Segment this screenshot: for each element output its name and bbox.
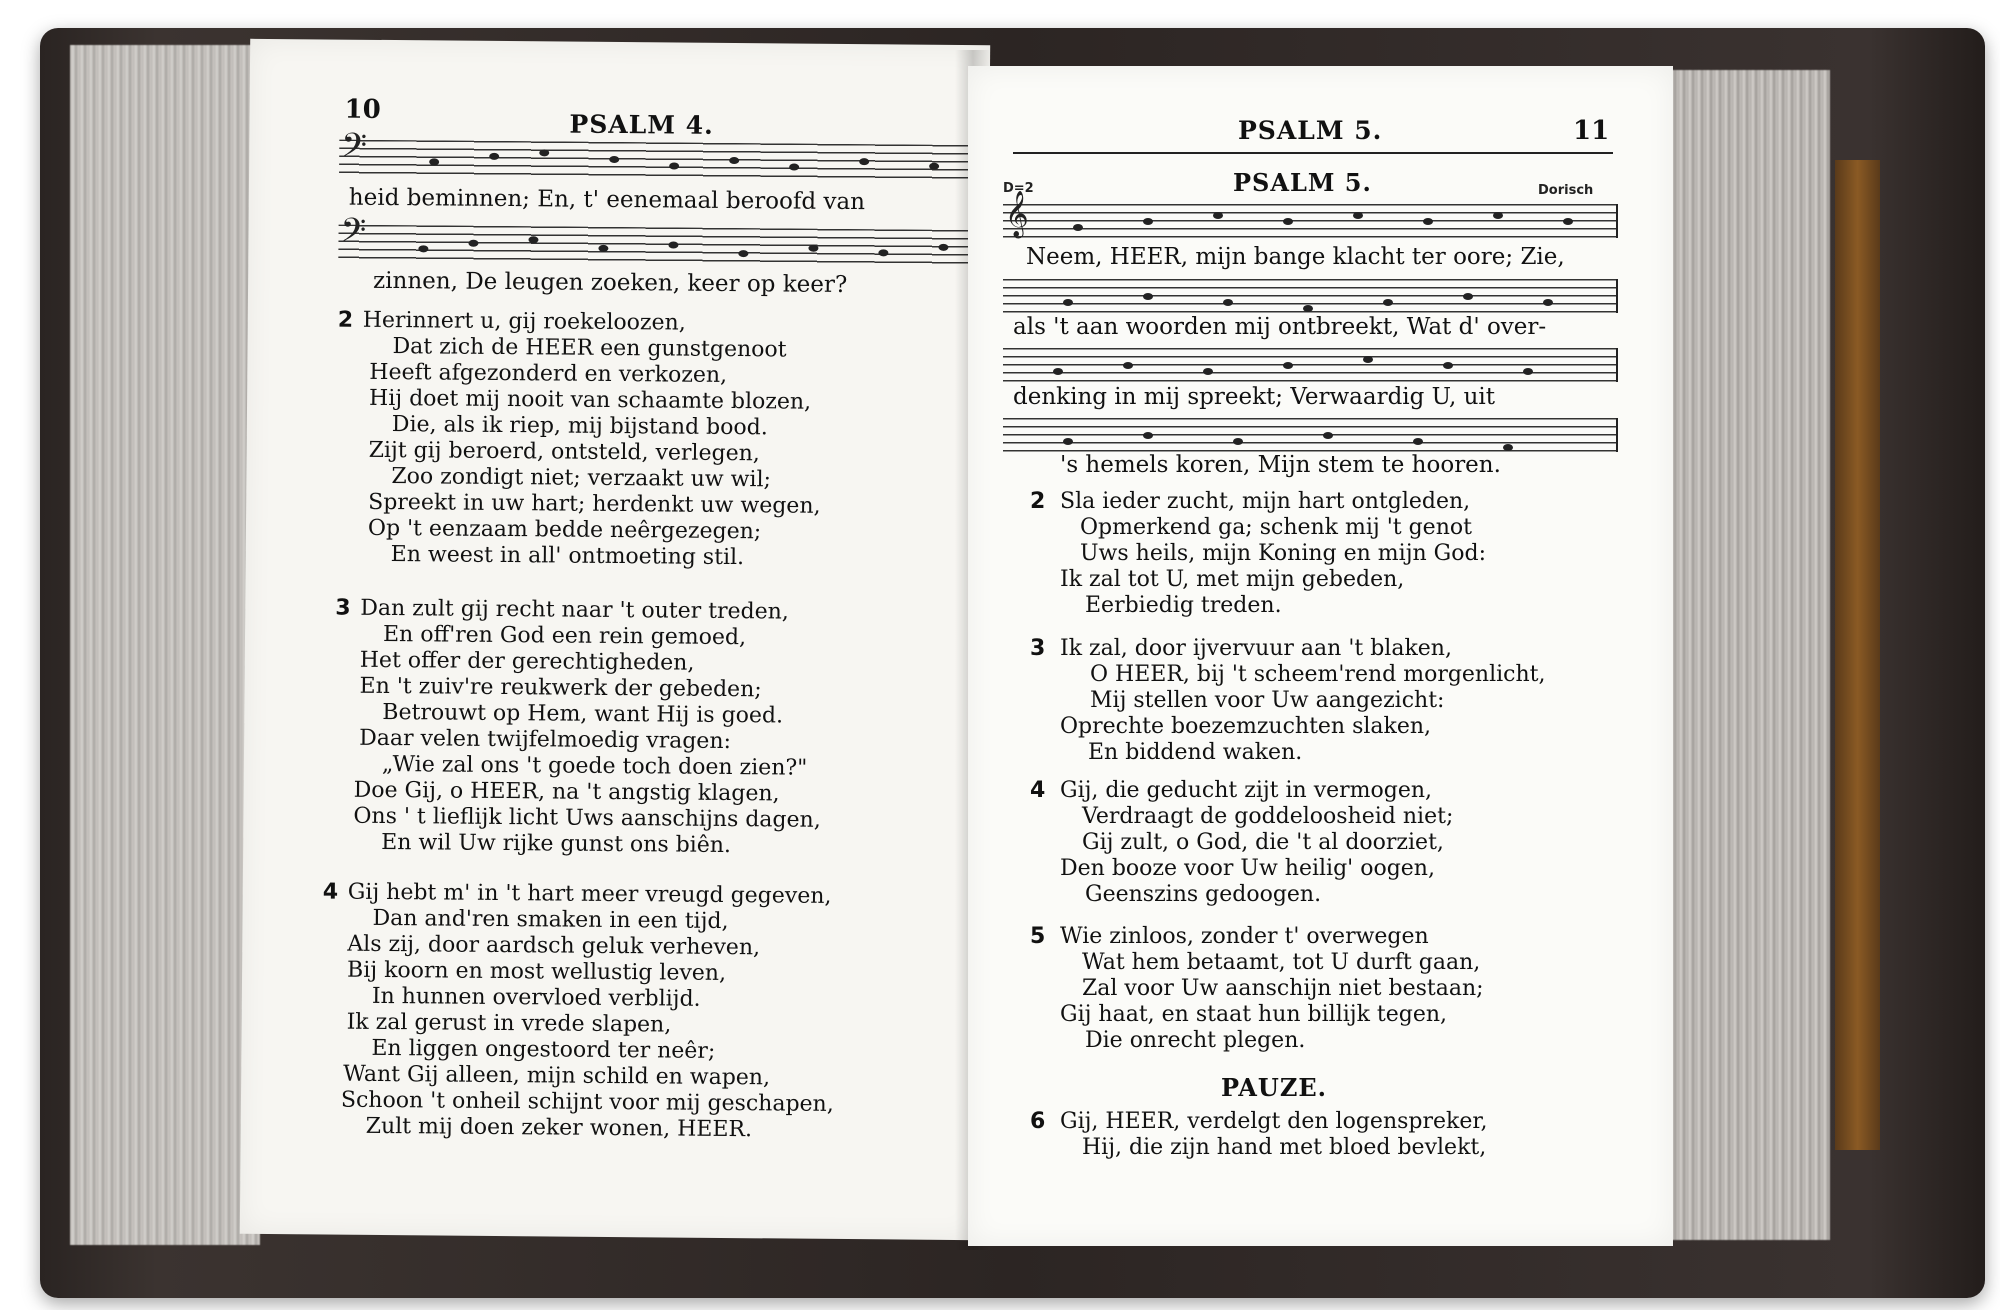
verse-line: Den booze voor Uw heilig' oogen, <box>1060 856 1435 881</box>
verse-line: Gij haat, en staat hun billijk tegen, <box>1060 1002 1448 1027</box>
verse-line: Hij, die zijn hand met bloed bevlekt, <box>1082 1135 1487 1160</box>
music-lyric-line: 's hemels koren, Mijn stem te hooren. <box>1060 452 1501 478</box>
music-lyric-line: als 't aan woorden mij ontbreekt, Wat d' over- <box>1013 314 1547 340</box>
music-lyric-line: zinnen, De leugen zoeken, keer op keer? <box>373 267 848 299</box>
stanza-4 <box>321 879 836 1143</box>
verse-line: Zijt gij beroerd, ontsteld, verlegen, <box>368 437 760 467</box>
verse-line: Gij zult, o God, die 't al doorziet, <box>1082 830 1444 855</box>
verse-line: Ons ' t lieflijk licht Uws aanschijns dagen, <box>353 803 821 833</box>
verse-line: Opmerkend ga; schenk mij 't genot <box>1080 515 1472 540</box>
stanza-4 <box>1030 778 1453 908</box>
music-staff-4 <box>1003 418 1618 452</box>
stanza-6 <box>1030 1109 1487 1161</box>
verse-line: Wat hem betaamt, tot U durft gaan, <box>1082 950 1481 975</box>
verse-line: Sla ieder zucht, mijn hart ontgleden, <box>1060 489 1471 514</box>
verse-line: Gij, die geducht zijt in vermogen, <box>1060 778 1433 803</box>
stanza-number: 4 <box>322 879 339 905</box>
verse-line: Uws heils, mijn Koning en mijn God: <box>1080 541 1486 566</box>
verse-line: O HEER, bij 't scheem'rend morgenlicht, <box>1090 662 1546 687</box>
page-number: 11 <box>1573 116 1610 146</box>
verse-line: Dan and'ren smaken in een tijd, <box>372 905 729 935</box>
music-staff-1: 𝄢 <box>339 140 979 180</box>
verse-line: Betrouwt op Hem, want Hij is goed. <box>382 699 784 729</box>
verse-line: Heeft afgezonderd en verkozen, <box>369 359 728 388</box>
music-lyric-line: Neem, HEER, mijn bange klacht ter oore; Zie, <box>1026 244 1565 270</box>
stanza-2 <box>1030 489 1486 619</box>
verse-line: Geenszins gedoogen. <box>1085 882 1322 907</box>
music-staff-2 <box>1003 279 1618 313</box>
verse-line: Op 't eenzaam bedde neêrgezegen; <box>367 515 762 545</box>
music-staff-3 <box>1003 348 1618 382</box>
verse-line: Schoon 't onheil schijnt voor mij geschapen, <box>340 1087 834 1117</box>
pause-label: PAUZE. <box>1221 1073 1328 1102</box>
verse-line: Wie zinloos, zonder t' overwegen <box>1060 924 1429 949</box>
verse-line: Eerbiedig treden. <box>1085 593 1282 618</box>
verse-line: En 't zuiv're reukwerk der gebeden; <box>359 673 762 703</box>
verse-line: Die onrecht plegen. <box>1085 1028 1306 1053</box>
verse-line: Ik zal, door ijvervuur aan 't blaken, <box>1060 636 1452 661</box>
right-page <box>968 66 1673 1246</box>
verse-line: Als zij, door aardsch geluk verheven, <box>347 931 761 961</box>
verse-line: Spreekt in uw hart; herdenkt uw wegen, <box>368 489 821 519</box>
music-staff-2: 𝄢 <box>338 225 978 265</box>
verse-line: Zal voor Uw aanschijn niet bestaan; <box>1082 976 1484 1001</box>
left-page <box>240 39 990 1240</box>
verse-line: „Wie zal ons 't goede toch doen zien?" <box>381 751 808 781</box>
verse-line: Hij doet mij nooit van schaamte blozen, <box>368 385 812 415</box>
verse-line: En biddend waken. <box>1088 740 1303 765</box>
verse-line: Gij, HEER, verdelgt den logenspreker, <box>1060 1109 1488 1134</box>
verse-line: In hunnen overvloed verblijd. <box>371 983 701 1012</box>
music-lyric-line: denking in mij spreekt; Verwaardig U, uit <box>1013 384 1495 410</box>
verse-line: Bij koorn en most wellustig leven, <box>346 957 727 986</box>
psalm-title: PSALM 5. <box>1233 168 1372 197</box>
stanza-number: 4 <box>1030 778 1046 803</box>
stanza-5 <box>1030 924 1484 1054</box>
stanza-number: 2 <box>1030 489 1046 514</box>
verse-line: Mij stellen voor Uw aangezicht: <box>1090 688 1445 713</box>
verse-line: Gij hebt m' in 't hart meer vreugd gegeven, <box>347 879 832 909</box>
music-lyric-line: heid beminnen; En, t' eenemaal beroofd van <box>348 184 866 216</box>
stanza-number: 3 <box>1030 636 1046 661</box>
verse-line: Zult mij doen zeker wonen, HEER. <box>365 1113 753 1143</box>
verse-line: Want Gij alleen, mijn schild en wapen, <box>343 1061 771 1091</box>
verse-line: Doe Gij, o HEER, na 't angstig klagen, <box>353 777 780 807</box>
page-edges-right <box>1660 70 1830 1240</box>
stanza-3 <box>1030 636 1546 766</box>
verse-line: Verdraagt de goddeloosheid niet; <box>1082 804 1454 829</box>
page-number: 10 <box>344 94 381 125</box>
mode-marking: Dorisch <box>1538 183 1594 198</box>
verse-line: Ik zal tot U, met mijn gebeden, <box>1060 567 1405 592</box>
verse-line: Oprechte boezemzuchten slaken, <box>1060 714 1432 739</box>
verse-line: En weest in all' ontmoeting stil. <box>390 542 745 571</box>
verse-line: Dat zich de HEER een gunstgenoot <box>392 334 787 363</box>
stanza-3 <box>333 596 823 860</box>
page-edges-left <box>70 45 260 1245</box>
stanza-number: 5 <box>1030 924 1046 949</box>
stanza-number: 2 <box>337 307 354 333</box>
stanza-2 <box>336 308 823 572</box>
verse-line: En liggen ongestoord ter neêr; <box>371 1035 716 1064</box>
bookmark-ribbon <box>1835 160 1880 1150</box>
running-head: PSALM 4. <box>569 109 714 140</box>
verse-line: En wil Uw rijke gunst ons biên. <box>381 829 732 859</box>
stanza-number: 6 <box>1030 1109 1046 1134</box>
running-head: PSALM 5. <box>1238 116 1383 145</box>
music-staff-1: 𝄞 <box>1003 204 1618 238</box>
verse-line: Daar velen twijfelmoedig vragen: <box>359 725 732 755</box>
header-rule <box>1013 152 1613 154</box>
verse-line: Herinnert u, gij roekeloozen, <box>362 307 686 336</box>
key-marking: D=2 <box>1003 181 1034 196</box>
verse-line: Het offer der gerechtigheden, <box>359 647 695 676</box>
verse-line: Zoo zondigt niet; verzaakt uw wil; <box>391 464 772 493</box>
verse-line: En off'ren God een rein gemoed, <box>382 621 747 651</box>
verse-line: Ik zal gerust in vrede slapen, <box>346 1009 672 1038</box>
stanza-number: 3 <box>335 595 351 621</box>
verse-line: Die, als ik riep, mij bijstand bood. <box>391 412 768 441</box>
verse-line: Dan zult gij recht naar 't outer treden, <box>360 595 789 625</box>
